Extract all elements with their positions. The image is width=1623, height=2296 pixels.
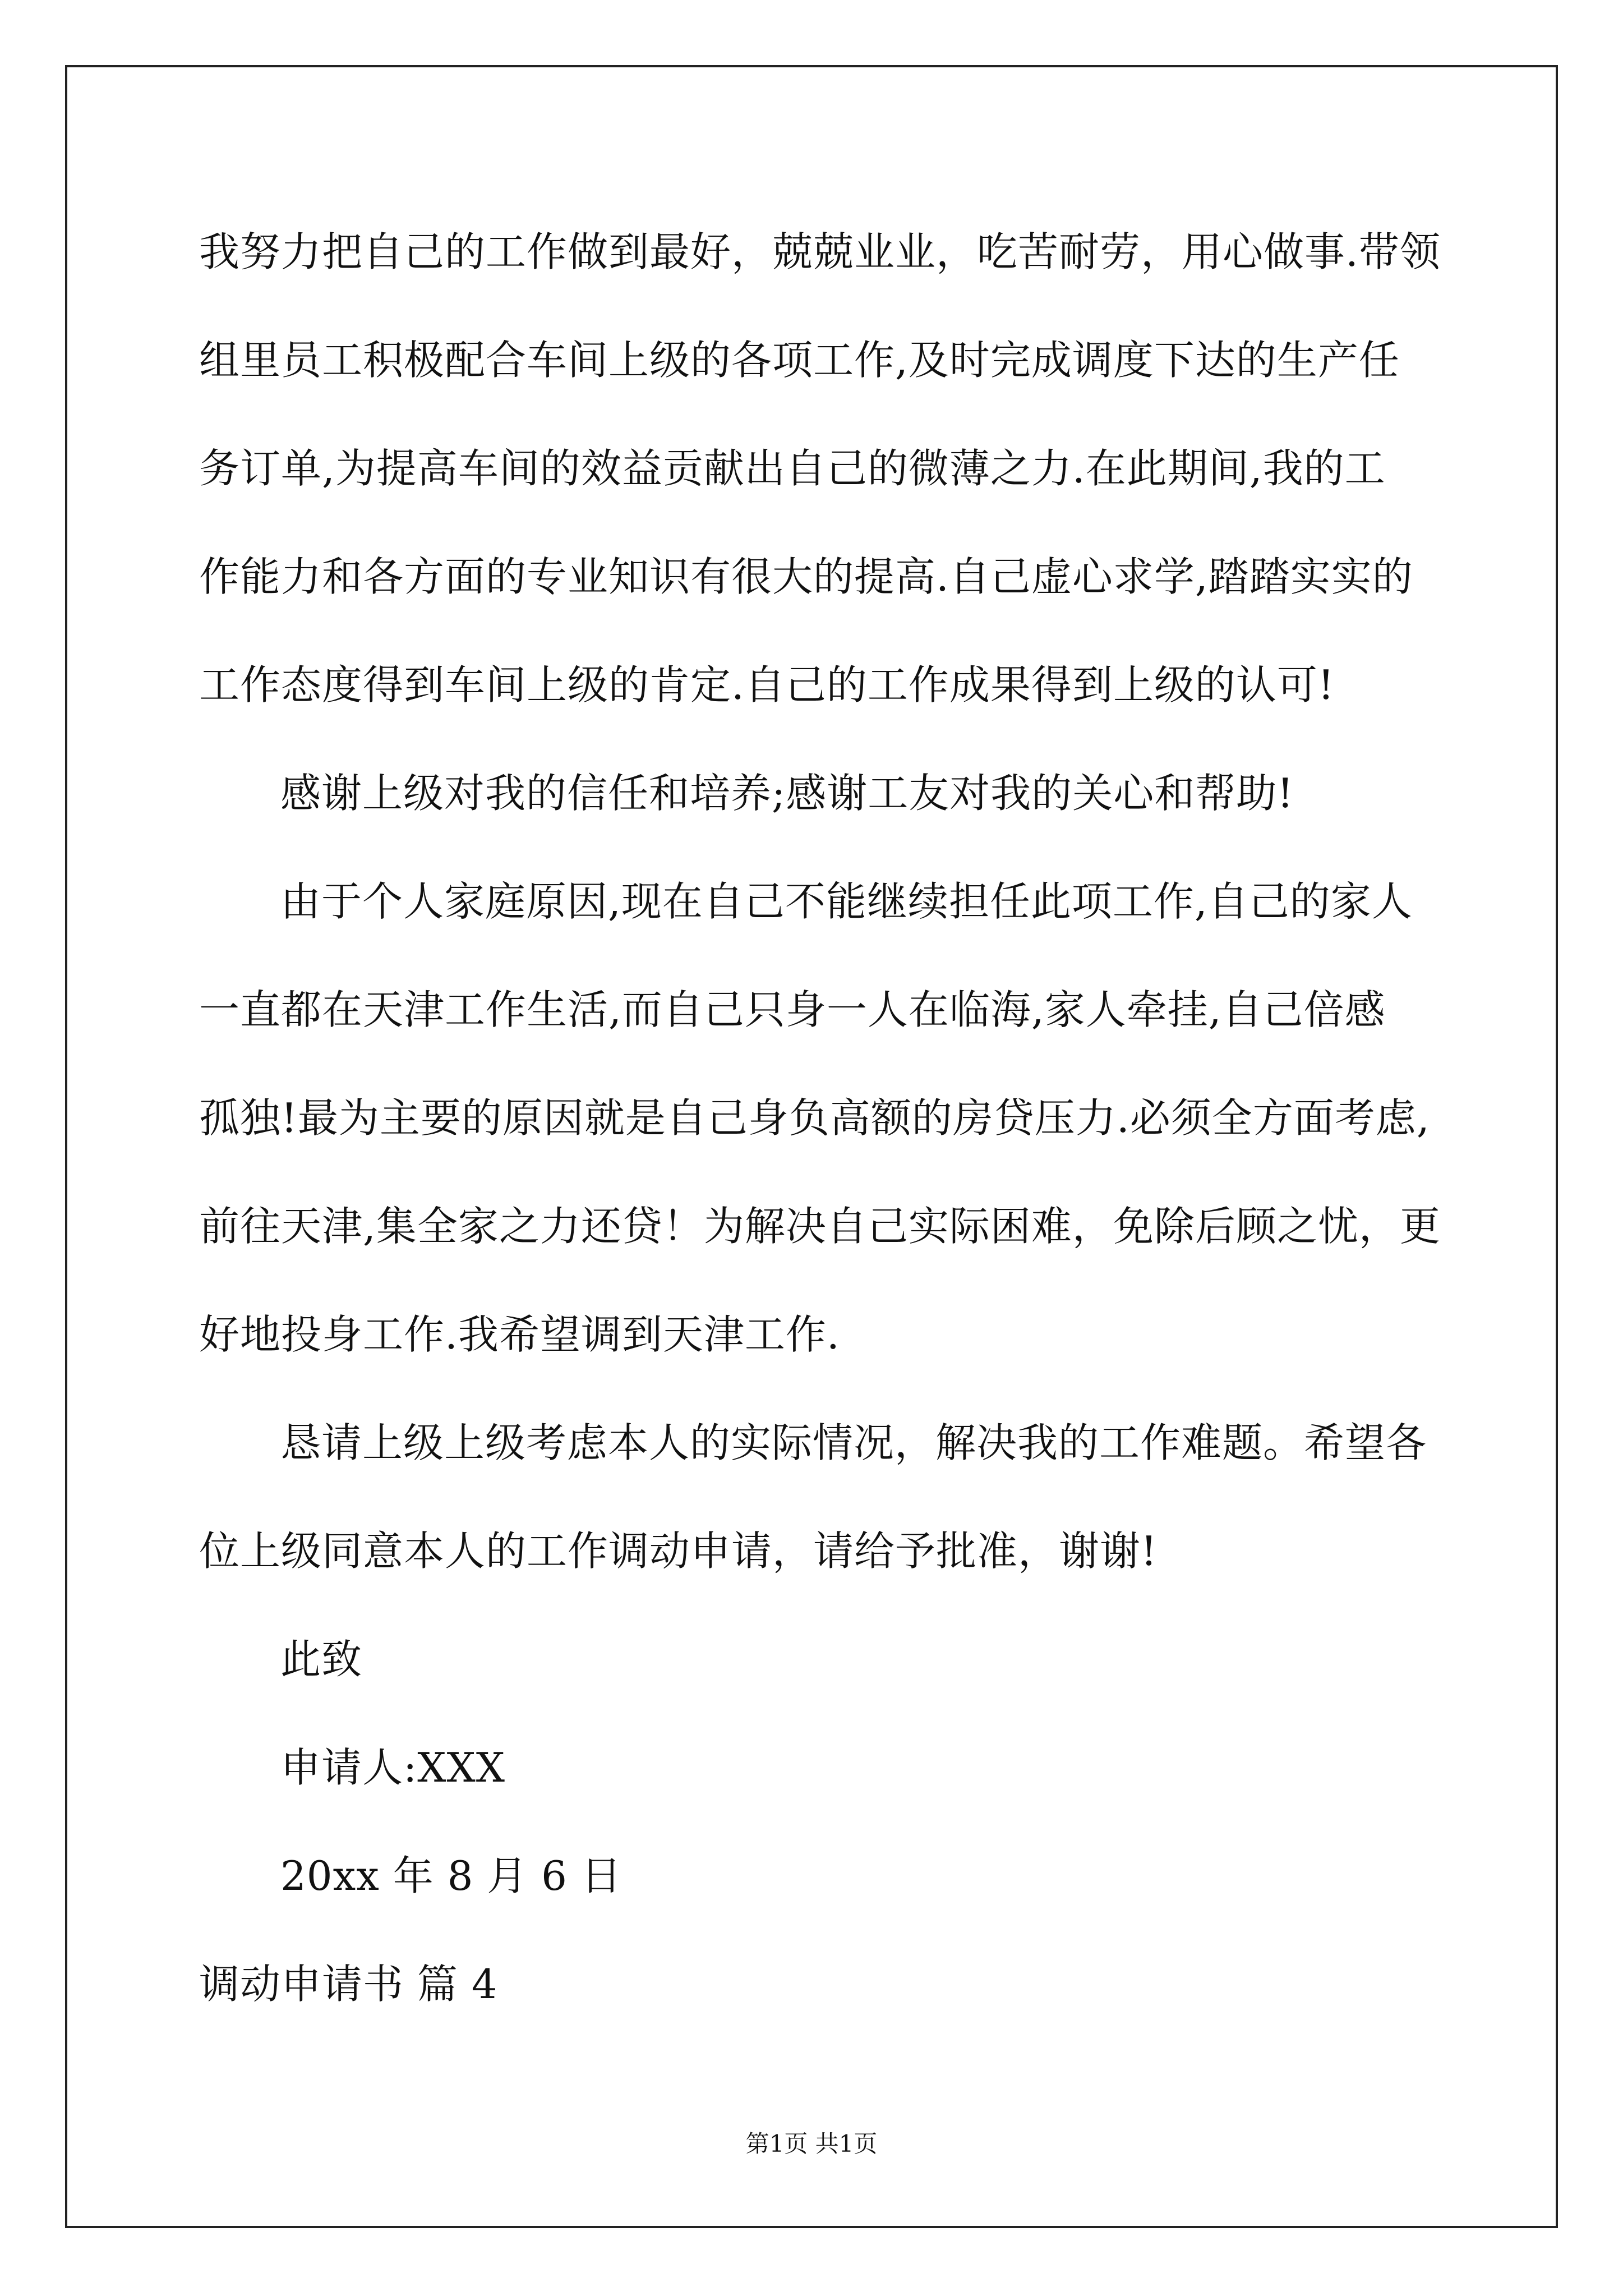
page-footer: 第1页 共1页 [745, 2130, 878, 2157]
body-text-line: 恳请上级上级考虑本人的实际情况，解决我的工作难题。希望各 [280, 1419, 1427, 1466]
body-text-line: 工作态度得到车间上级的肯定.自己的工作成果得到上级的认可! [199, 661, 1335, 708]
body-text-line: 孤独!最为主要的原因就是自己身负高额的房贷压力.必须全方面考虑, [199, 1094, 1430, 1142]
body-text-line: 组里员工积极配合车间上级的各项工作,及时完成调度下达的生产任 [199, 337, 1400, 384]
date-line: 20xx 年 8 月 6 日 [280, 1852, 622, 1899]
body-text-line: 由于个人家庭原因,现在自己不能继续担任此项工作,自己的家人 [280, 878, 1413, 925]
body-text-line: 好地投身工作.我希望调到天津工作. [199, 1311, 840, 1358]
page-border [65, 65, 1558, 2228]
body-text-line: 位上级同意本人的工作调动申请，请给予批准，谢谢! [199, 1527, 1158, 1575]
section-heading: 调动申请书 篇 4 [199, 1961, 498, 2008]
body-text-line: 务订单,为提高车间的效益贡献出自己的微薄之力.在此期间,我的工 [199, 445, 1386, 492]
body-text-line: 前往天津,集全家之力还贷！为解决自己实际困难，免除后顾之忧，更 [199, 1203, 1441, 1250]
closing-salutation: 此致 [280, 1636, 363, 1683]
applicant-signature: 申请人:XXX [280, 1744, 506, 1791]
body-text-line: 一直都在天津工作生活,而自己只身一人在临海,家人牵挂,自己倍感 [199, 986, 1386, 1033]
body-text-line: 我努力把自己的工作做到最好，兢兢业业，吃苦耐劳，用心做事.带领 [199, 228, 1441, 275]
body-text-line: 作能力和各方面的专业知识有很大的提高.自己虚心求学,踏踏实实的 [199, 553, 1413, 600]
body-text-line: 感谢上级对我的信任和培养;感谢工友对我的关心和帮助! [280, 770, 1294, 817]
